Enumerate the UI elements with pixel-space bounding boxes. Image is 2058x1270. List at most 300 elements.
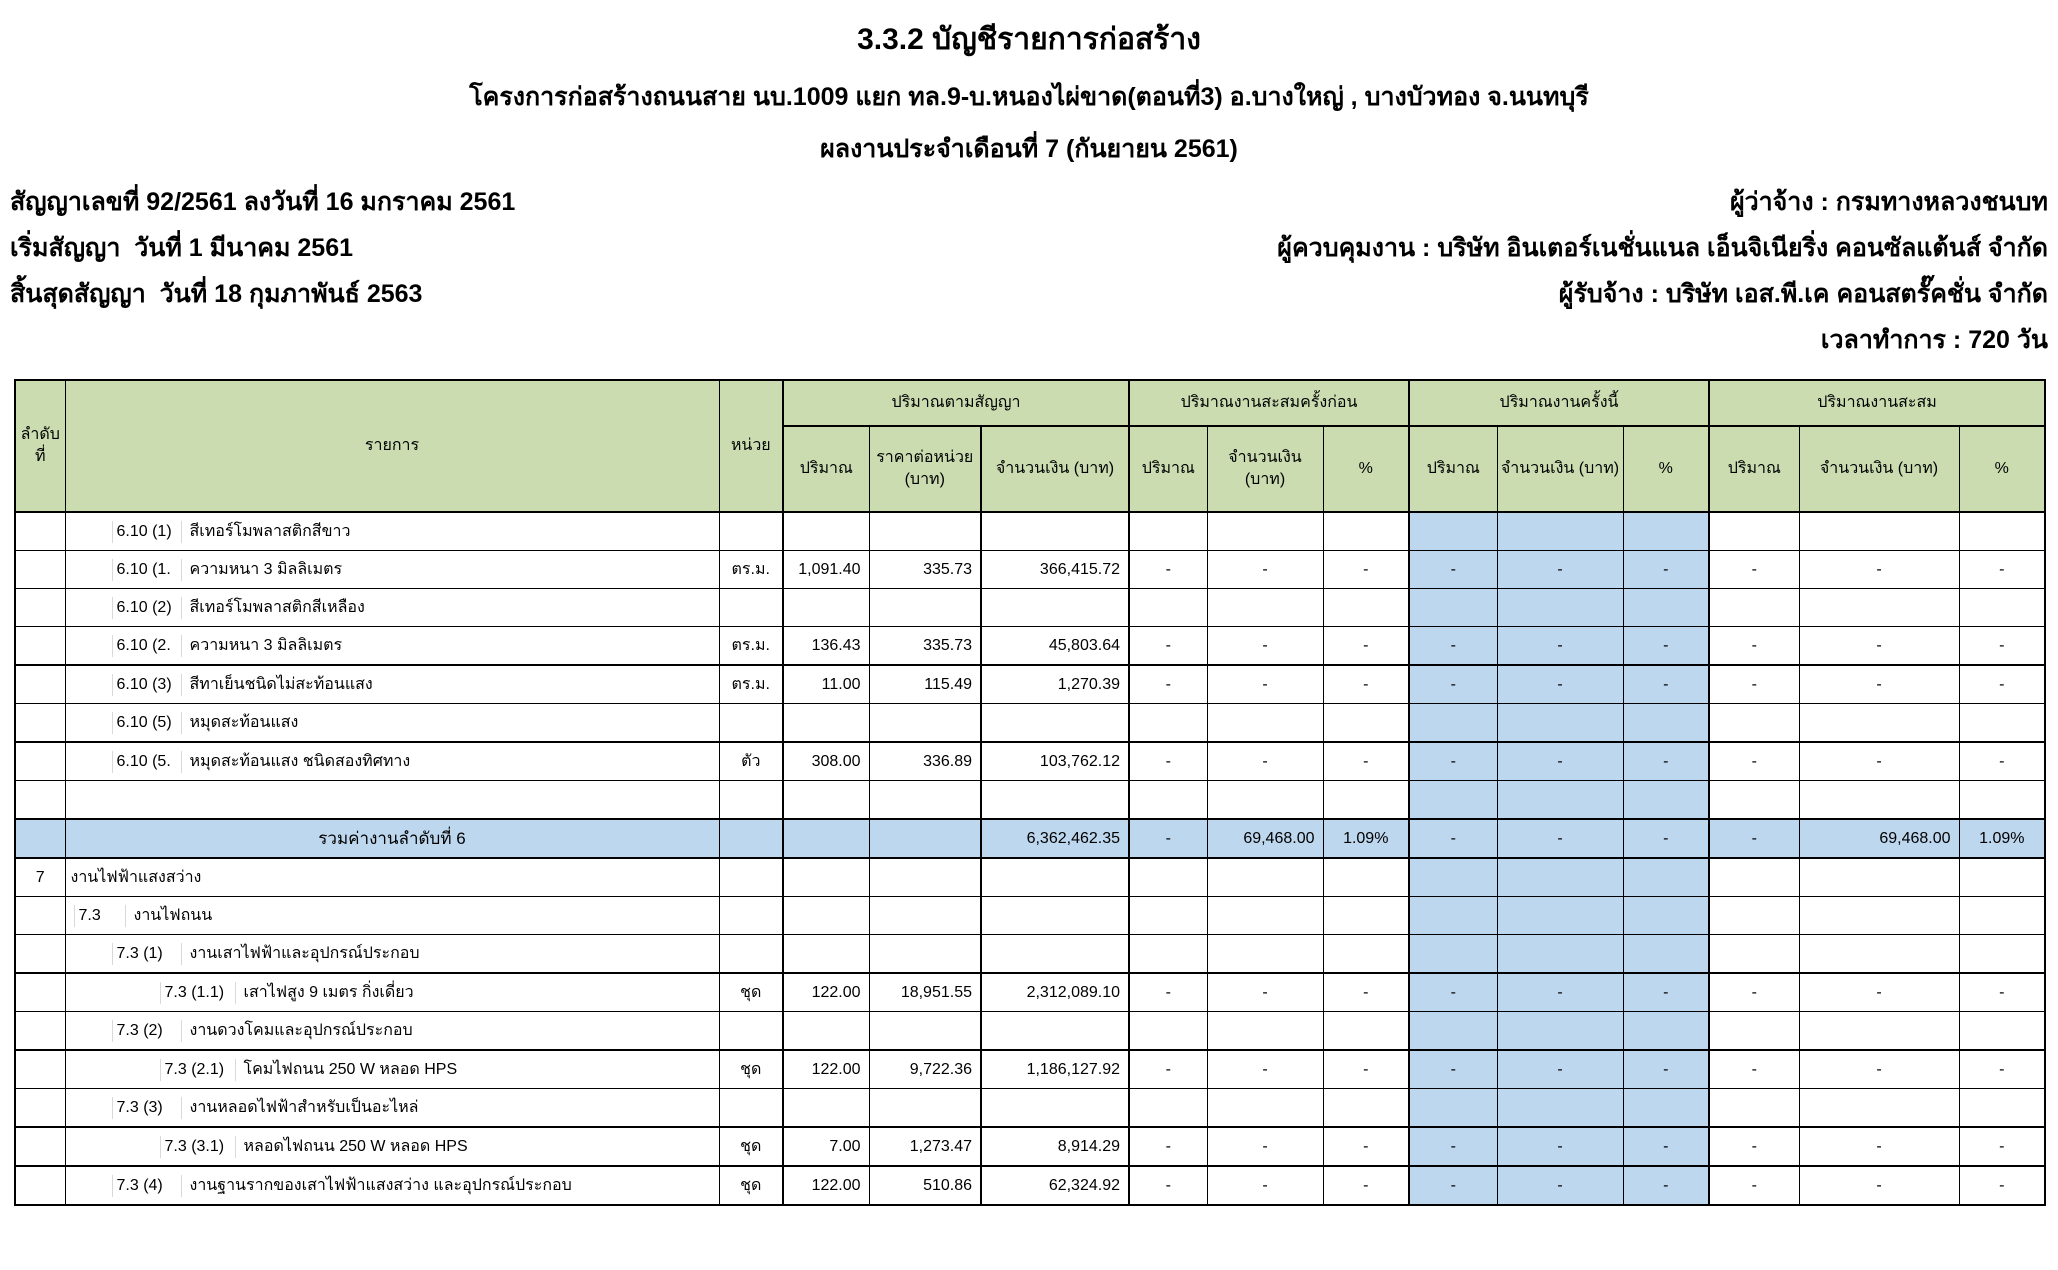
cell-current-amount — [1497, 704, 1623, 743]
cell-contract-qty — [783, 512, 869, 551]
subcol-previous-pct: % — [1323, 426, 1409, 512]
cell-current-qty: - — [1409, 973, 1497, 1012]
cell-previous-qty — [1129, 512, 1207, 551]
cell-accumulated-pct: - — [1959, 1127, 2045, 1166]
cell-accumulated-qty: - — [1709, 1166, 1799, 1205]
cell-accumulated-amount — [1799, 1012, 1959, 1051]
cell-unit — [719, 589, 783, 627]
cell-previous-amount — [1207, 781, 1323, 820]
cell-current-pct: - — [1623, 973, 1709, 1012]
cell-contract-amount: 2,312,089.10 — [981, 973, 1129, 1012]
cell-current-qty — [1409, 781, 1497, 820]
cell-order-no — [15, 665, 65, 704]
cell-item — [65, 704, 719, 743]
cell-accumulated-amount: - — [1799, 973, 1959, 1012]
subcol-accumulated-qty: ปริมาณ — [1709, 426, 1799, 512]
item-description: โคมไฟถนน 250 W หลอด HPS — [243, 1061, 458, 1078]
cell-previous-pct: - — [1323, 742, 1409, 781]
cell-accumulated-pct — [1959, 858, 2045, 897]
cell-contract-qty — [783, 704, 869, 743]
cell-current-pct: - — [1623, 1050, 1709, 1089]
table-row — [15, 665, 2045, 704]
cell-previous-amount: - — [1207, 1166, 1323, 1205]
table-row — [15, 704, 2045, 743]
cell-accumulated-amount: - — [1799, 551, 1959, 589]
cell-contract-unitprice: 18,951.55 — [869, 973, 981, 1012]
cell-accumulated-qty — [1709, 1012, 1799, 1051]
cell-contract-unitprice: 510.86 — [869, 1166, 981, 1205]
cell-previous-qty: - — [1129, 1050, 1207, 1089]
working-time-line: เวลาทำการ : 720 วัน — [1820, 326, 2048, 354]
cell-unit — [719, 781, 783, 820]
cell-item — [65, 512, 719, 551]
cell-order-no — [15, 551, 65, 589]
cell-current-amount — [1497, 1012, 1623, 1051]
cell-current-amount — [1497, 1089, 1623, 1128]
cell-item — [65, 551, 719, 589]
item-description: สีเทอร์โมพลาสติกสีเหลือง — [189, 599, 365, 616]
cell-item — [65, 858, 719, 897]
col-header-no: ลำดับที่ — [15, 380, 65, 512]
item-description: หมุดสะท้อนแสง ชนิดสองทิศทาง — [189, 753, 411, 770]
cell-current-qty — [1409, 935, 1497, 974]
group-header-previous: ปริมาณงานสะสมครั้งก่อน — [1129, 380, 1409, 426]
cell-accumulated-qty: - — [1709, 1127, 1799, 1166]
cell-order-no — [15, 1050, 65, 1089]
cell-item — [65, 742, 719, 781]
cell-current-qty — [1409, 858, 1497, 897]
cell-unit — [719, 858, 783, 897]
cell-item — [65, 1089, 719, 1128]
cell-previous-qty: - — [1129, 627, 1207, 666]
cell-contract-unitprice — [869, 781, 981, 820]
cell-previous-qty: - — [1129, 665, 1207, 704]
item-description: หลอดไฟถนน 250 W หลอด HPS — [243, 1138, 468, 1155]
cell-item — [65, 1127, 719, 1166]
cell-contract-qty — [783, 1012, 869, 1051]
cell-previous-pct: - — [1323, 973, 1409, 1012]
cell-accumulated-pct — [1959, 935, 2045, 974]
cell-contract-qty: 1,091.40 — [783, 551, 869, 589]
item-description: เสาไฟสูง 9 เมตร กิ่งเดี่ยว — [243, 984, 414, 1001]
cell-accumulated-amount: - — [1799, 1050, 1959, 1089]
cell-accumulated-pct — [1959, 1012, 2045, 1051]
employer-line: ผู้ว่าจ้าง : กรมทางหลวงชนบท — [1729, 188, 2048, 216]
cell-item — [65, 897, 719, 935]
cell-item — [65, 589, 719, 627]
cell-current-pct — [1623, 935, 1709, 974]
cell-contract-amount: 62,324.92 — [981, 1166, 1129, 1205]
subcol-current-qty: ปริมาณ — [1409, 426, 1497, 512]
cell-accumulated-amount — [1799, 512, 1959, 551]
cell-contract-unitprice: 335.73 — [869, 551, 981, 589]
cell-accumulated-pct: - — [1959, 973, 2045, 1012]
cell-previous-amount — [1207, 1089, 1323, 1128]
cell-accumulated-amount: - — [1799, 1127, 1959, 1166]
cell-previous-pct: - — [1323, 551, 1409, 589]
cell-accumulated-qty — [1709, 897, 1799, 935]
cell-accumulated-qty: - — [1709, 551, 1799, 589]
cell-order-no — [15, 742, 65, 781]
cell-current-pct — [1623, 704, 1709, 743]
cell-accumulated-pct: - — [1959, 1050, 2045, 1089]
cell-accumulated-pct — [1959, 781, 2045, 820]
table-row — [15, 1089, 2045, 1128]
cell-unit — [719, 704, 783, 743]
group-header-contract: ปริมาณตามสัญญา — [783, 380, 1129, 426]
cell-current-qty — [1409, 589, 1497, 627]
item-description: งานดวงโคมและอุปกรณ์ประกอบ — [189, 1022, 413, 1039]
cell-contract-unitprice — [869, 704, 981, 743]
item-number: 6.10 (2) — [112, 597, 182, 619]
cell-current-amount — [1497, 935, 1623, 974]
cell-accumulated-amount — [1799, 897, 1959, 935]
item-number: 7.3 (1.1) — [160, 982, 236, 1004]
cell-current-amount: - — [1497, 742, 1623, 781]
contract-info — [10, 179, 2048, 363]
cell-contract-unitprice — [869, 935, 981, 974]
cell-current-qty: - — [1409, 1127, 1497, 1166]
cell-current-amount: - — [1497, 819, 1623, 858]
cell-contract-unitprice: 1,273.47 — [869, 1127, 981, 1166]
supervisor-line: ผู้ควบคุมงาน : บริษัท อินเตอร์เนชั่นแนล เอ็นจิเนียริ่ง คอนซัลแต้นส์ จำกัด — [1277, 234, 2048, 262]
col-header-unit: หน่วย — [719, 380, 783, 512]
group-header-accumulated: ปริมาณงานสะสม — [1709, 380, 2045, 426]
cell-order-no — [15, 1127, 65, 1166]
cell-current-qty: - — [1409, 551, 1497, 589]
cell-contract-amount — [981, 897, 1129, 935]
cell-previous-pct — [1323, 897, 1409, 935]
cell-accumulated-pct: - — [1959, 627, 2045, 666]
cell-current-amount: - — [1497, 627, 1623, 666]
cell-unit: ตร.ม. — [719, 627, 783, 666]
cell-order-no — [15, 973, 65, 1012]
item-number: 7.3 (2.1) — [160, 1059, 236, 1081]
cell-contract-qty — [783, 781, 869, 820]
cell-accumulated-amount: - — [1799, 665, 1959, 704]
cell-previous-qty: - — [1129, 742, 1207, 781]
cell-unit: ชุด — [719, 1050, 783, 1089]
table-row — [15, 781, 2045, 820]
cell-previous-qty: - — [1129, 819, 1207, 858]
item-number: 6.10 (5) — [112, 712, 182, 734]
cell-previous-amount: 69,468.00 — [1207, 819, 1323, 858]
cell-current-pct: - — [1623, 742, 1709, 781]
cell-contract-qty — [783, 1089, 869, 1128]
construction-items-table — [14, 379, 2046, 1206]
cell-previous-pct: - — [1323, 665, 1409, 704]
contractor-line: ผู้รับจ้าง : บริษัท เอส.พี.เค คอนสตรั๊คชั่น จำกัด — [1558, 280, 2048, 308]
cell-order-no — [15, 935, 65, 974]
cell-accumulated-qty: - — [1709, 1050, 1799, 1089]
cell-order-no — [15, 819, 65, 858]
cell-previous-pct — [1323, 589, 1409, 627]
cell-previous-amount: - — [1207, 665, 1323, 704]
item-description: ความหนา 3 มิลลิเมตร — [189, 561, 343, 578]
cell-accumulated-amount — [1799, 781, 1959, 820]
cell-current-amount — [1497, 858, 1623, 897]
cell-contract-unitprice: 335.73 — [869, 627, 981, 666]
cell-accumulated-pct: - — [1959, 742, 2045, 781]
cell-order-no: 7 — [15, 858, 65, 897]
item-number: 6.10 (1. — [112, 559, 182, 581]
cell-contract-amount: 45,803.64 — [981, 627, 1129, 666]
cell-contract-unitprice — [869, 512, 981, 551]
item-number: 6.10 (1) — [112, 521, 182, 543]
cell-contract-qty — [783, 935, 869, 974]
cell-contract-amount — [981, 1012, 1129, 1051]
cell-accumulated-pct: - — [1959, 551, 2045, 589]
item-description: ความหนา 3 มิลลิเมตร — [189, 637, 343, 654]
cell-order-no — [15, 512, 65, 551]
cell-previous-amount: - — [1207, 551, 1323, 589]
cell-item — [65, 1050, 719, 1089]
cell-unit: ตัว — [719, 742, 783, 781]
cell-accumulated-qty — [1709, 781, 1799, 820]
cell-accumulated-pct — [1959, 589, 2045, 627]
cell-current-amount: - — [1497, 973, 1623, 1012]
table-row — [15, 1050, 2045, 1089]
cell-item — [65, 819, 719, 858]
cell-accumulated-pct: - — [1959, 1166, 2045, 1205]
cell-accumulated-qty — [1709, 512, 1799, 551]
cell-previous-pct — [1323, 704, 1409, 743]
item-description: สีเทอร์โมพลาสติกสีขาว — [189, 523, 351, 540]
cell-contract-unitprice: 9,722.36 — [869, 1050, 981, 1089]
cell-current-amount — [1497, 781, 1623, 820]
cell-order-no — [15, 781, 65, 820]
cell-previous-amount — [1207, 1012, 1323, 1051]
cell-previous-pct — [1323, 935, 1409, 974]
cell-previous-qty: - — [1129, 973, 1207, 1012]
cell-unit: ชุด — [719, 1127, 783, 1166]
table-row — [15, 551, 2045, 589]
cell-order-no — [15, 704, 65, 743]
cell-item — [65, 781, 719, 820]
contract-info-left — [10, 179, 515, 363]
subcol-previous-qty: ปริมาณ — [1129, 426, 1207, 512]
item-number: 6.10 (3) — [112, 674, 182, 696]
cell-unit — [719, 819, 783, 858]
item-description: งานฐานรากของเสาไฟฟ้าแสงสว่าง และอุปกรณ์ประกอบ — [189, 1177, 572, 1194]
cell-accumulated-qty — [1709, 935, 1799, 974]
cell-accumulated-qty — [1709, 589, 1799, 627]
cell-contract-qty: 7.00 — [783, 1127, 869, 1166]
cell-accumulated-qty — [1709, 858, 1799, 897]
cell-order-no — [15, 1012, 65, 1051]
cell-current-amount — [1497, 512, 1623, 551]
cell-contract-amount: 1,270.39 — [981, 665, 1129, 704]
cell-current-qty: - — [1409, 819, 1497, 858]
subcol-current-pct: % — [1623, 426, 1709, 512]
cell-item — [65, 973, 719, 1012]
item-number: 7.3 (3.1) — [160, 1136, 236, 1158]
col-header-item: รายการ — [65, 380, 719, 512]
cell-current-pct — [1623, 1089, 1709, 1128]
cell-contract-amount — [981, 935, 1129, 974]
cell-item — [65, 1012, 719, 1051]
table-row — [15, 973, 2045, 1012]
cell-contract-amount: 366,415.72 — [981, 551, 1129, 589]
cell-previous-pct — [1323, 858, 1409, 897]
cell-current-pct: - — [1623, 1127, 1709, 1166]
cell-contract-qty — [783, 819, 869, 858]
cell-previous-amount: - — [1207, 1127, 1323, 1166]
cell-current-amount: - — [1497, 1127, 1623, 1166]
cell-unit: ชุด — [719, 973, 783, 1012]
contract-info-right — [1277, 179, 2048, 363]
item-description: งานหลอดไฟฟ้าสำหรับเป็นอะไหล่ — [189, 1099, 419, 1116]
cell-contract-unitprice — [869, 589, 981, 627]
cell-item — [65, 665, 719, 704]
cell-contract-qty — [783, 589, 869, 627]
table-row — [15, 897, 2045, 935]
cell-accumulated-amount: - — [1799, 627, 1959, 666]
cell-contract-unitprice: 336.89 — [869, 742, 981, 781]
table-row — [15, 819, 2045, 858]
cell-accumulated-pct: - — [1959, 665, 2045, 704]
subcol-contract-qty: ปริมาณ — [783, 426, 869, 512]
item-number: 6.10 (5. — [112, 751, 182, 773]
cell-accumulated-pct — [1959, 704, 2045, 743]
cell-current-pct — [1623, 858, 1709, 897]
cell-current-amount: - — [1497, 1166, 1623, 1205]
contract-end-line: สิ้นสุดสัญญา วันที่ 18 กุมภาพันธ์ 2563 — [10, 280, 423, 308]
cell-previous-qty — [1129, 589, 1207, 627]
cell-contract-qty: 122.00 — [783, 1166, 869, 1205]
cell-current-pct — [1623, 897, 1709, 935]
cell-accumulated-qty: - — [1709, 973, 1799, 1012]
cell-accumulated-amount — [1799, 858, 1959, 897]
cell-order-no — [15, 1166, 65, 1205]
cell-current-qty: - — [1409, 1166, 1497, 1205]
item-description: งานไฟถนน — [133, 907, 213, 924]
cell-accumulated-amount — [1799, 935, 1959, 974]
item-description: สีทาเย็นชนิดไม่สะท้อนแสง — [189, 676, 373, 693]
cell-current-qty — [1409, 1089, 1497, 1128]
cell-previous-pct — [1323, 1089, 1409, 1128]
cell-contract-unitprice — [869, 1089, 981, 1128]
cell-contract-amount — [981, 1089, 1129, 1128]
project-subtitle: โครงการก่อสร้างถนนสาย นบ.1009 แยก ทล.9-บ.หนองไผ่ขาด(ตอนที่3) อ.บางใหญ่ , บางบัวทอง จ.นนทบุรี — [469, 83, 1589, 111]
cell-current-pct — [1623, 512, 1709, 551]
cell-accumulated-pct — [1959, 897, 2045, 935]
cell-current-amount — [1497, 589, 1623, 627]
cell-current-qty: - — [1409, 665, 1497, 704]
summary-label: รวมค่างานลำดับที่ 6 — [318, 829, 466, 848]
cell-contract-amount: 1,186,127.92 — [981, 1050, 1129, 1089]
cell-current-qty — [1409, 704, 1497, 743]
cell-unit — [719, 897, 783, 935]
cell-current-qty: - — [1409, 1050, 1497, 1089]
cell-order-no — [15, 589, 65, 627]
cell-accumulated-amount: 69,468.00 — [1799, 819, 1959, 858]
cell-accumulated-qty: - — [1709, 742, 1799, 781]
cell-contract-amount — [981, 512, 1129, 551]
cell-current-qty — [1409, 897, 1497, 935]
cell-item — [65, 935, 719, 974]
table-row — [15, 1127, 2045, 1166]
cell-unit — [719, 935, 783, 974]
cell-item — [65, 1166, 719, 1205]
cell-previous-amount — [1207, 512, 1323, 551]
cell-item — [65, 627, 719, 666]
cell-previous-pct: 1.09% — [1323, 819, 1409, 858]
cell-current-amount: - — [1497, 665, 1623, 704]
subcol-current-amount: จำนวนเงิน (บาท) — [1497, 426, 1623, 512]
cell-previous-amount: - — [1207, 973, 1323, 1012]
cell-current-qty — [1409, 1012, 1497, 1051]
table-row — [15, 627, 2045, 666]
cell-accumulated-qty: - — [1709, 665, 1799, 704]
contract-number-line: สัญญาเลขที่ 92/2561 ลงวันที่ 16 มกราคม 2561 — [10, 188, 516, 216]
cell-contract-qty: 11.00 — [783, 665, 869, 704]
cell-previous-qty — [1129, 858, 1207, 897]
cell-previous-amount: - — [1207, 742, 1323, 781]
table-row — [15, 589, 2045, 627]
cell-unit: ชุด — [719, 1166, 783, 1205]
cell-previous-pct — [1323, 1012, 1409, 1051]
item-number: 7.3 — [74, 905, 126, 927]
cell-accumulated-qty — [1709, 1089, 1799, 1128]
report-period: ผลงานประจำเดือนที่ 7 (กันยายน 2561) — [820, 135, 1238, 163]
cell-previous-pct — [1323, 512, 1409, 551]
cell-current-qty: - — [1409, 627, 1497, 666]
cell-unit — [719, 512, 783, 551]
page-title: 3.3.2 บัญชีรายการก่อสร้าง — [857, 23, 1201, 56]
cell-previous-amount — [1207, 589, 1323, 627]
cell-previous-qty — [1129, 1012, 1207, 1051]
cell-order-no — [15, 897, 65, 935]
cell-accumulated-amount — [1799, 704, 1959, 743]
cell-current-pct — [1623, 781, 1709, 820]
cell-previous-qty — [1129, 935, 1207, 974]
cell-previous-amount: - — [1207, 627, 1323, 666]
cell-accumulated-qty: - — [1709, 627, 1799, 666]
subcol-contract-amount: จำนวนเงิน (บาท) — [981, 426, 1129, 512]
cell-contract-amount — [981, 858, 1129, 897]
cell-contract-amount — [981, 781, 1129, 820]
cell-previous-amount — [1207, 704, 1323, 743]
item-description: งานเสาไฟฟ้าและอุปกรณ์ประกอบ — [189, 945, 420, 962]
cell-previous-amount — [1207, 858, 1323, 897]
table-body — [15, 512, 2045, 1205]
cell-contract-unitprice — [869, 858, 981, 897]
cell-contract-amount: 103,762.12 — [981, 742, 1129, 781]
cell-previous-pct — [1323, 781, 1409, 820]
cell-order-no — [15, 627, 65, 666]
cell-current-amount: - — [1497, 551, 1623, 589]
group-header-current: ปริมาณงานครั้งนี้ — [1409, 380, 1709, 426]
cell-current-pct — [1623, 589, 1709, 627]
cell-accumulated-amount — [1799, 589, 1959, 627]
table-row — [15, 1012, 2045, 1051]
cell-accumulated-qty: - — [1709, 819, 1799, 858]
cell-accumulated-qty — [1709, 704, 1799, 743]
table-row — [15, 512, 2045, 551]
cell-contract-unitprice — [869, 819, 981, 858]
cell-unit — [719, 1012, 783, 1051]
cell-current-pct — [1623, 1012, 1709, 1051]
cell-accumulated-amount: - — [1799, 1166, 1959, 1205]
cell-previous-qty: - — [1129, 1166, 1207, 1205]
cell-accumulated-pct — [1959, 1089, 2045, 1128]
item-number: 6.10 (2. — [112, 635, 182, 657]
table-row — [15, 742, 2045, 781]
cell-previous-pct: - — [1323, 1127, 1409, 1166]
cell-current-pct: - — [1623, 551, 1709, 589]
cell-previous-amount: - — [1207, 1050, 1323, 1089]
